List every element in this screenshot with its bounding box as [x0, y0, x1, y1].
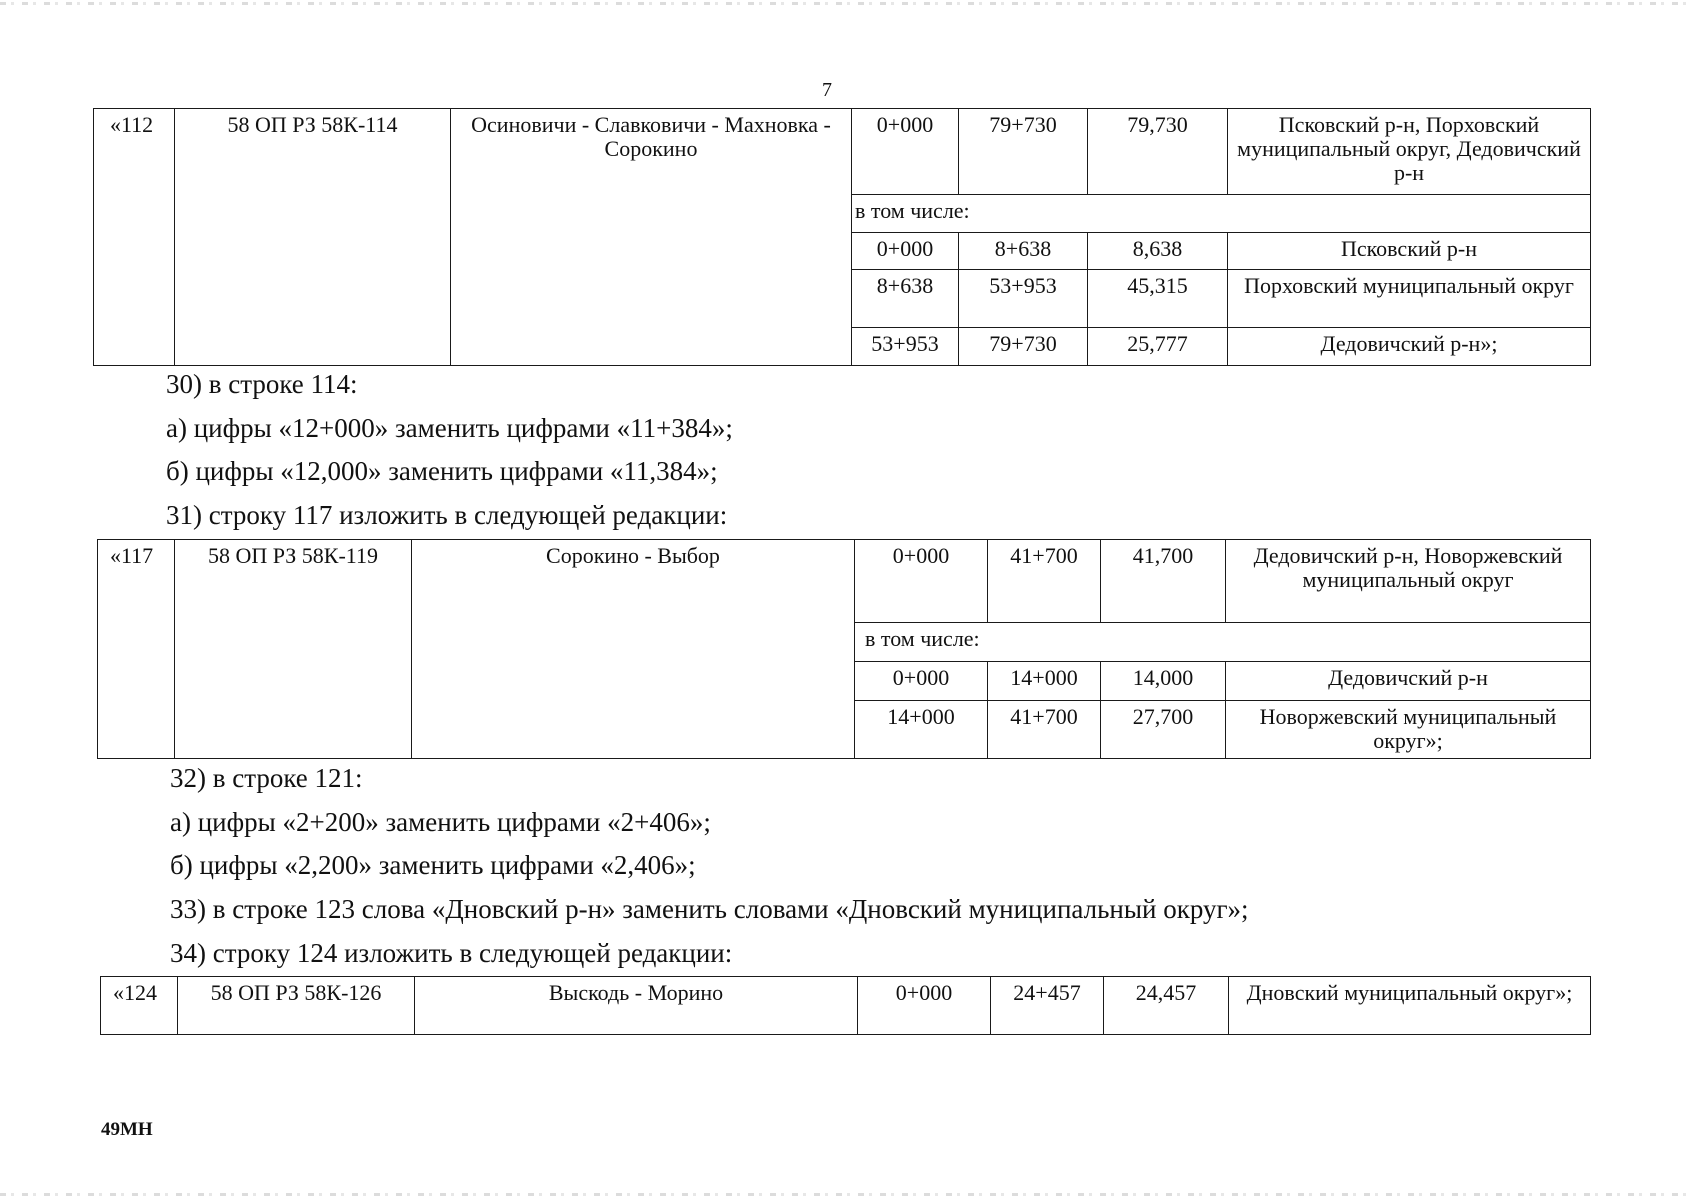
road-table-124: [100, 976, 1591, 1035]
km-end: 79+730: [959, 328, 1088, 366]
km-end: 79+730: [959, 109, 1088, 195]
km-end: 8+638: [959, 233, 1088, 270]
district: Порховский муниципальный округ: [1228, 270, 1591, 328]
document-code: 49МН: [101, 1119, 153, 1140]
km-end: 24+457: [991, 977, 1104, 1035]
length-km: 8,638: [1088, 233, 1228, 270]
length-km: 25,777: [1088, 328, 1228, 366]
paragraph: 34) строку 124 изложить в следующей редакции:: [170, 938, 733, 968]
road-table-112: [93, 108, 1591, 366]
scan-edge-bottom: [0, 1193, 1686, 1196]
km-start: 53+953: [852, 328, 959, 366]
paragraph: б) цифры «12,000» заменить цифрами «11,384»;: [166, 456, 718, 486]
including-note: в том числе:: [855, 623, 1591, 662]
length-km: 27,700: [1101, 701, 1226, 759]
including-note: в том числе:: [852, 195, 1591, 233]
district: Псковский р-н, Порховский муниципальный округ, Дедовичский р-н: [1228, 109, 1591, 195]
paragraph: 30) в строке 114:: [166, 369, 358, 399]
km-end: 41+700: [988, 540, 1101, 623]
paragraph: а) цифры «2+200» заменить цифрами «2+406»;: [170, 807, 711, 837]
row-number: «112: [94, 109, 175, 366]
paragraph: а) цифры «12+000» заменить цифрами «11+384»;: [166, 413, 733, 443]
road-name: Осиновичи - Славковичи - Махновка - Сорокино: [451, 109, 852, 366]
row-number: «124: [101, 977, 178, 1035]
road-table-117: [97, 539, 1591, 759]
district: Псковский р-н: [1228, 233, 1591, 270]
district: Дедовичский р-н»;: [1228, 328, 1591, 366]
km-start: 14+000: [855, 701, 988, 759]
row-number: «117: [98, 540, 175, 759]
km-start: 8+638: [852, 270, 959, 328]
km-start: 0+000: [852, 233, 959, 270]
length-km: 45,315: [1088, 270, 1228, 328]
length-km: 41,700: [1101, 540, 1226, 623]
road-name: Выскодь - Морино: [415, 977, 858, 1035]
km-end: 53+953: [959, 270, 1088, 328]
road-name: Сорокино - Выбор: [412, 540, 855, 759]
road-code: 58 ОП РЗ 58К-119: [175, 540, 412, 759]
table-row: [101, 977, 1591, 1035]
district: Новоржевский муниципальный округ»;: [1226, 701, 1591, 759]
paragraph: 32) в строке 121:: [170, 763, 363, 793]
district: Дновский муниципальный округ»;: [1229, 977, 1591, 1035]
paragraph: 31) строку 117 изложить в следующей редакции:: [166, 500, 728, 530]
paragraph: б) цифры «2,200» заменить цифрами «2,406»;: [170, 850, 696, 880]
page-number: 7: [822, 79, 832, 101]
km-end: 41+700: [988, 701, 1101, 759]
km-end: 14+000: [988, 662, 1101, 701]
scan-edge-top: [0, 2, 1686, 5]
length-km: 24,457: [1104, 977, 1229, 1035]
road-code: 58 ОП РЗ 58К-114: [175, 109, 451, 366]
km-start: 0+000: [855, 662, 988, 701]
district: Дедовичский р-н, Новоржевский муниципальный округ: [1226, 540, 1591, 623]
km-start: 0+000: [858, 977, 991, 1035]
km-start: 0+000: [855, 540, 988, 623]
district: Дедовичский р-н: [1226, 662, 1591, 701]
km-start: 0+000: [852, 109, 959, 195]
road-code: 58 ОП РЗ 58К-126: [178, 977, 415, 1035]
length-km: 14,000: [1101, 662, 1226, 701]
paragraph: 33) в строке 123 слова «Дновский р-н» заменить словами «Дновский муниципальный округ»;: [170, 894, 1249, 924]
length-km: 79,730: [1088, 109, 1228, 195]
